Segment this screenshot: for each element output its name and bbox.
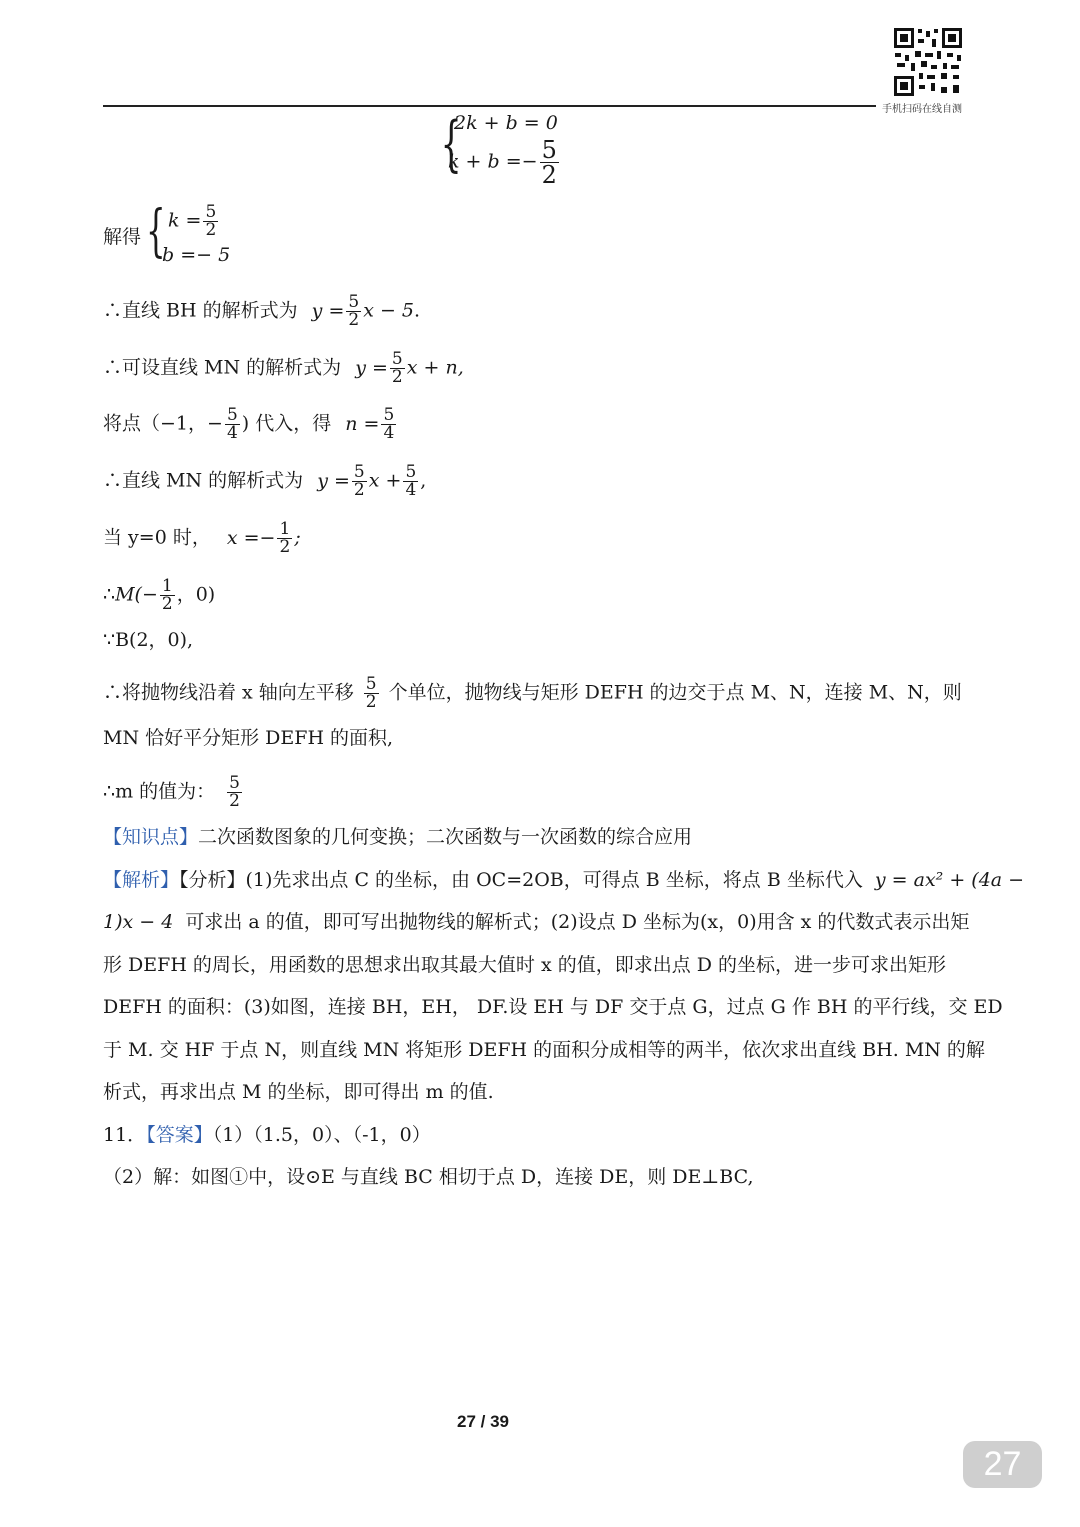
text-line: ∴将抛物线沿着 x 轴向左平移 $\frac{5}{2}$ 个单位，抛物线与矩形 DEFH 的边交于点 M、N，连接 M、N，则 [103,674,962,712]
analysis-line: DEFH 的面积：(3)如图，连接 BH，EH， DF.设 EH 与 DF 交于点 G，过点 G 作 BH 的平行线，交 ED [103,996,1003,1018]
solve-label: 解得 [103,226,142,248]
analysis-line: 析式，再求出点 M 的坐标，即可得出 m 的值. [103,1081,494,1103]
page-number: 27 / 39 [457,1412,509,1431]
qr-code-icon [893,27,963,97]
system-row-2: k + b =− $\frac{5}{2}$ [448,136,557,189]
left-brace: { [146,199,166,264]
knowledge-tag: 【知识点】 [103,826,199,848]
text-line: ∴直线 MN 的解析式为 y = $\frac{5}{2}$ x + $\frac{5}{4}$ , [103,462,427,500]
fraction: $\frac{5}{2}$ [541,136,557,189]
knowledge-point: 【知识点】二次函数图象的几何变换；二次函数与一次函数的综合应用 [103,826,693,848]
text-line: MN 恰好平分矩形 DEFH 的面积, [103,727,394,749]
text-line: ∵B(2，0), [103,629,194,651]
analysis-line: 形 DEFH 的周长，用函数的思想求出取其最大值时 x 的值，即求出点 D 的坐标，进一步可求出矩形 [103,954,947,976]
analysis-line: 于 M. 交 HF 于点 N，则直线 MN 将矩形 DEFH 的面积分成相等的两半，依次求出直线 BH. MN 的解 [103,1039,985,1061]
text-line: 将点（−1，− $\frac{5}{4}$ ) 代入，得 n = $\frac{5}{4}$ [103,405,395,443]
left-brace: { [440,109,462,179]
text-line: ∴m 的值为： $\frac{5}{2}$ [103,773,240,811]
page-badge: 27 [963,1441,1042,1488]
header-rule [103,105,876,107]
analysis-tag: 【解析】 [103,869,180,891]
text-line: ∴M(− $\frac{1}{2}$ ，0) [103,576,216,614]
text-line: ∴直线 BH 的解析式为 y = $\frac{5}{2}$ x − 5. [103,292,421,330]
system-row-1: 2k + b = 0 [454,112,558,134]
text-line: ∴可设直线 MN 的解析式为 y = $\frac{5}{2}$ x + n, [103,349,464,387]
analysis-line: 1)x − 4 可求出 a 的值，即可写出抛物线的解析式；(2)设点 D 坐标为(x，0)用含 x 的代数式表示出矩 [103,911,970,933]
solution-row-1: k = $\frac{5}{2}$ [168,202,217,240]
answer-line: 11．【答案】（1）（1.5，0）、（-1，0） [103,1124,431,1146]
qr-caption: 手机扫码在线自测 [882,104,962,115]
text-line: 当 y=0 时， x =− $\frac{1}{2}$ ; [103,519,301,557]
solution-row-2: b =− 5 [162,244,231,266]
analysis-line: 【解析】【分析】(1)先求出点 C 的坐标，由 OC=2OB，可得点 B 坐标，将点 B 坐标代入 y = ax² + (4a − [103,869,1025,891]
answer-tag: 【答案】 [146,1124,213,1146]
answer-line: （2）解：如图①中，设⊙E 与直线 BC 相切于点 D，连接 DE，则 DE⊥BC, [103,1166,754,1188]
